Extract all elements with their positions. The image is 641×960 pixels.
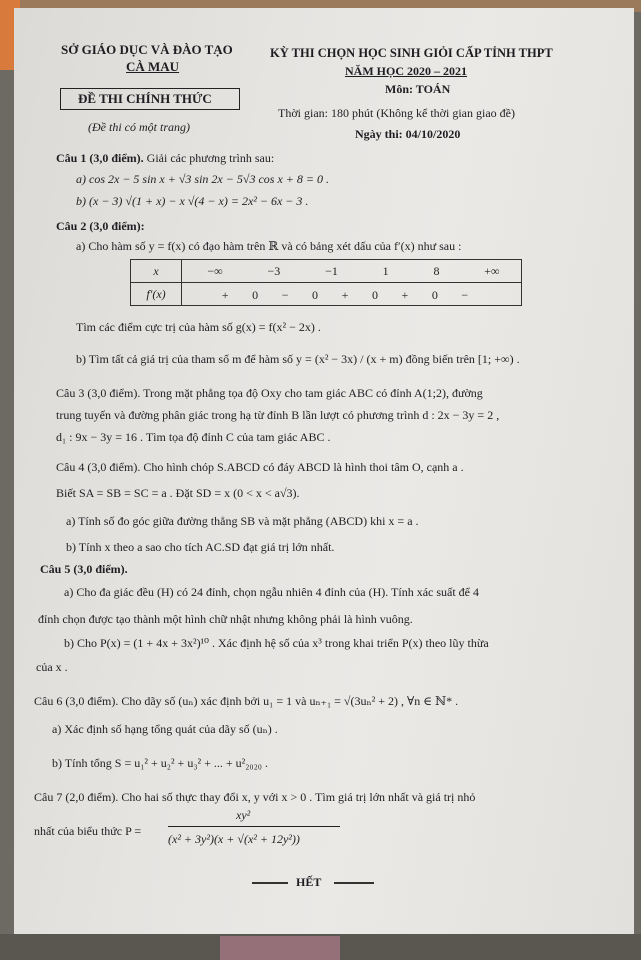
exam-time: Thời gian: 180 phút (Không kể thời gian giao đề) <box>278 106 515 120</box>
q1-part-a: a) cos 2x − 5 sin x + √3 sin 2x − 5√3 cos x + 8 = 0 . <box>76 172 329 186</box>
q4-line2: Biết SA = SB = SC = a . Đặt SD = x (0 < x < a√3). <box>56 486 300 500</box>
sign-table-f-signs <box>210 288 480 303</box>
province-name: CÀ MAU <box>126 59 180 74</box>
x-value: −3 <box>267 264 281 278</box>
f-sign: 0 <box>312 288 319 302</box>
f-sign: − <box>281 288 289 302</box>
q4-part-b: b) Tính x theo a sao cho tích AC.SD đạt giá trị lớn nhất. <box>66 540 335 554</box>
footer-rule-right <box>334 882 374 884</box>
f-sign: 0 <box>431 288 438 302</box>
q3-line3: d₁ : 9x − 3y = 16 . Tìm tọa độ đỉnh C của tam giác ABC . <box>56 430 331 444</box>
background-object-bottom <box>220 936 340 960</box>
q2-title: Câu 2 (3,0 điểm): <box>56 219 145 233</box>
q7-denominator: (x² + 3y²)(x + √(x² + 12y²)) <box>168 832 300 846</box>
q5-part-a-line2: đỉnh chọn được tạo thành một hình chữ nhật nhưng không phải là hình vuông. <box>38 612 413 626</box>
q6-line1: Câu 6 (3,0 điểm). Cho dãy số (uₙ) xác định bởi u₁ = 1 và uₙ₊₁ = √(3uₙ² + 2) , ∀n ∈ ℕ* . <box>34 694 459 708</box>
fraction-bar <box>168 826 340 827</box>
q1-title: Câu 1 (3,0 điểm). <box>56 151 144 165</box>
q3-line2: trung tuyến và đường phân giác trong hạ từ đỉnh B lần lượt có phương trình d : 2x − 3y = 2 , <box>56 408 500 422</box>
q5-part-b-line1: b) Cho P(x) = (1 + 4x + 3x²)¹⁰ . Xác định hệ số của x³ trong khai triển P(x) theo lũy thừa <box>64 636 489 650</box>
q6-part-b: b) Tính tổng S = u₁² + u₂² + u₃² + ... + u²₂₀₂₀ . <box>52 756 268 770</box>
footer-rule-left <box>252 882 288 884</box>
exam-title: KỲ THI CHỌN HỌC SINH GIỎI CẤP TỈNH THPT <box>270 46 553 60</box>
q5-title: Câu 5 (3,0 điểm). <box>40 562 128 576</box>
q2-part-a-intro: a) Cho hàm số y = f(x) có đạo hàm trên ℝ và có bảng xét dấu của f′(x) như sau : <box>76 239 462 253</box>
x-value: −1 <box>325 264 338 278</box>
f-sign: 0 <box>252 288 259 302</box>
sign-table-x-label: x <box>131 260 182 283</box>
q2-part-b: b) Tìm tất cả giá trị của tham số m để hàm số y = (x² − 3x) / (x + m) đồng biến trên [1; +∞) . <box>76 352 520 366</box>
q2-part-a-task: Tìm các điểm cực trị của hàm số g(x) = f(x² − 2x) . <box>76 320 321 334</box>
q4-part-a: a) Tính số đo góc giữa đường thẳng SB và mặt phẳng (ABCD) khi x = a . <box>66 514 419 528</box>
x-value: −∞ <box>207 264 223 278</box>
subject: Môn: TOÁN <box>385 82 451 96</box>
q7-line2: nhất của biểu thức P = <box>34 824 142 838</box>
f-sign: + <box>401 288 409 302</box>
exam-paper <box>14 8 634 952</box>
f-sign: − <box>461 288 469 302</box>
f-sign: + <box>221 288 229 302</box>
q6-part-a: a) Xác định số hạng tổng quát của dãy số (uₙ) . <box>52 722 278 736</box>
exam-date: Ngày thi: 04/10/2020 <box>355 127 461 141</box>
q4-line1: Câu 4 (3,0 điểm). Cho hình chóp S.ABCD có đáy ABCD là hình thoi tâm O, cạnh a . <box>56 460 464 474</box>
q1-heading <box>56 151 274 165</box>
sign-table-f-label: f′(x) <box>131 283 182 306</box>
official-label: ĐỀ THI CHÍNH THỨC <box>78 91 212 106</box>
pages-note: (Đề thi có một trang) <box>88 120 190 134</box>
department-name: SỞ GIÁO DỤC VÀ ĐÀO TẠO <box>61 42 233 57</box>
x-value: 8 <box>433 264 440 278</box>
q3-line1: Câu 3 (3,0 điểm). Trong mặt phẳng tọa độ Oxy cho tam giác ABC có đỉnh A(1;2), đường <box>56 386 483 400</box>
q5-part-a-line1: a) Cho đa giác đều (H) có 24 đỉnh, chọn ngẫu nhiên 4 đỉnh của (H). Tính xác suất để 4 <box>64 585 479 599</box>
end-mark: HẾT <box>296 875 322 889</box>
q7-line1: Câu 7 (2,0 điểm). Cho hai số thực thay đổi x, y với x > 0 . Tìm giá trị lớn nhất và giá trị nhỏ <box>34 790 476 804</box>
x-value: +∞ <box>484 264 500 278</box>
f-sign: + <box>341 288 349 302</box>
school-year: NĂM HỌC 2020 – 2021 <box>345 64 467 78</box>
q7-numerator: xy² <box>236 808 251 822</box>
q1-intro: Giải các phương trình sau: <box>146 151 275 165</box>
q1-part-b: b) (x − 3) √(1 + x) − x √(4 − x) = 2x² − 6x − 3 . <box>76 194 309 208</box>
x-value: 1 <box>382 264 389 278</box>
q5-part-b-line2: của x . <box>36 660 68 674</box>
f-sign: 0 <box>371 288 378 302</box>
sign-table-x-values <box>185 264 522 279</box>
